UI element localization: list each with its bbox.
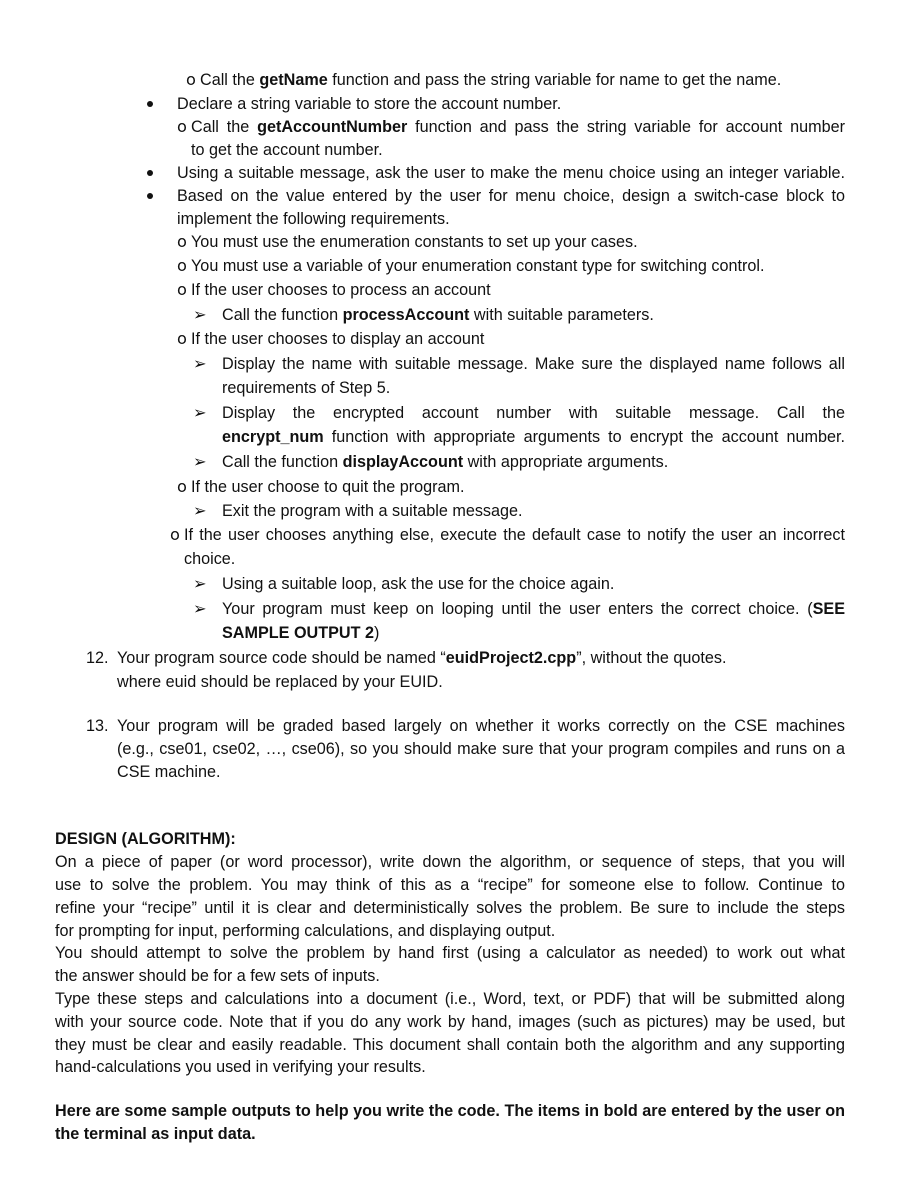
list-number: 12. xyxy=(86,649,109,667)
paragraph-line: On a piece of paper (or word processor), write down the algorithm, or sequence of steps, that you will xyxy=(55,853,845,871)
circle-bullet-icon: o xyxy=(177,329,187,348)
text-line: You must use a variable of your enumeration constant type for switching control. xyxy=(191,257,765,275)
paragraph-line: Type these steps and calculations into a document (i.e., Word, text, or PDF) that will be submitted along xyxy=(55,990,845,1008)
text-line: implement the following requirements. xyxy=(177,210,450,228)
paragraph-line: for prompting for input, performing calculations, and displaying output. xyxy=(55,922,556,940)
circle-bullet-icon: o xyxy=(177,256,187,275)
text-line: to get the account number. xyxy=(191,141,383,159)
arrow-bullet-icon: ➢ xyxy=(193,599,207,618)
bold-note-line: Here are some sample outputs to help you write the code. The items in bold are entered by the user on xyxy=(55,1102,845,1120)
text-line: Display the encrypted account number with suitable message. Call the xyxy=(222,404,845,422)
list-number: 13. xyxy=(86,717,109,735)
text-line: If the user chooses anything else, execute the default case to notify the user an incorrect xyxy=(184,526,845,544)
circle-bullet-icon: o xyxy=(170,525,180,544)
circle-bullet-icon: o xyxy=(177,117,187,136)
text-line: Call the function displayAccount with appropriate arguments. xyxy=(222,453,669,471)
paragraph-line: use to solve the problem. You may think of this as a “recipe” for someone else to follow. Continue to xyxy=(55,876,845,894)
text-line: CSE machine. xyxy=(117,763,221,781)
bullet-icon xyxy=(147,170,153,176)
text-line: Your program must keep on looping until the user enters the correct choice. (SEE xyxy=(222,600,845,618)
text-line: Call the function processAccount with suitable parameters. xyxy=(222,306,654,324)
text-line: choice. xyxy=(184,550,236,568)
paragraph-line: with your source code. Note that if you do any work by hand, images (such as pictures) may be used, but xyxy=(55,1013,845,1031)
paragraph-line: they must be clear and easily readable. This document shall contain both the algorithm and any supporting xyxy=(55,1036,845,1054)
text-line: where euid should be replaced by your EUID. xyxy=(117,673,443,691)
text-line: Declare a string variable to store the account number. xyxy=(177,95,562,113)
text-line: Call the getAccountNumber function and pass the string variable for account number xyxy=(191,118,845,136)
circle-bullet-icon: o xyxy=(177,232,187,251)
text-line: If the user chooses to display an account xyxy=(191,330,485,348)
text-line: SAMPLE OUTPUT 2) xyxy=(222,624,380,642)
arrow-bullet-icon: ➢ xyxy=(193,305,207,324)
text-line: Using a suitable message, ask the user to make the menu choice using an integer variable. xyxy=(177,164,845,182)
text-line: Using a suitable loop, ask the use for the choice again. xyxy=(222,575,615,593)
paragraph-line: refine your “recipe” until it is clear and deterministically solves the problem. Be sure to include the steps xyxy=(55,899,845,917)
paragraph-line: the answer should be for a few sets of inputs. xyxy=(55,967,380,985)
paragraph-line: You should attempt to solve the problem by hand first (using a calculator as needed) to work out what xyxy=(55,944,845,962)
arrow-bullet-icon: ➢ xyxy=(193,354,207,373)
bullet-icon xyxy=(147,101,153,107)
bold-note-line: the terminal as input data. xyxy=(55,1125,256,1143)
arrow-bullet-icon: ➢ xyxy=(193,501,207,520)
section-heading: DESIGN (ALGORITHM): xyxy=(55,830,236,848)
circle-bullet-icon: o xyxy=(177,280,187,299)
text-line: (e.g., cse01, cse02, …, cse06), so you should make sure that your program compiles and runs on a xyxy=(117,740,845,758)
text-line: If the user chooses to process an account xyxy=(191,281,491,299)
text-line: Based on the value entered by the user for menu choice, design a switch-case block to xyxy=(177,187,845,205)
text-line: Your program source code should be named “euidProject2.cpp”, without the quotes. xyxy=(117,649,727,667)
circle-bullet-icon: o xyxy=(177,477,187,496)
circle-bullet-icon: o xyxy=(186,70,196,89)
text-line: Your program will be graded based largely on whether it works correctly on the CSE machines xyxy=(117,717,845,735)
text-line: If the user choose to quit the program. xyxy=(191,478,465,496)
text-line: Display the name with suitable message. Make sure the displayed name follows all xyxy=(222,355,845,373)
text-line: Call the getName function and pass the string variable for name to get the name. xyxy=(200,71,782,89)
text-line: You must use the enumeration constants to set up your cases. xyxy=(191,233,638,251)
text-line: encrypt_num function with appropriate arguments to encrypt the account number. xyxy=(222,428,845,446)
bullet-icon xyxy=(147,193,153,199)
arrow-bullet-icon: ➢ xyxy=(193,403,207,422)
arrow-bullet-icon: ➢ xyxy=(193,574,207,593)
paragraph-line: hand-calculations you used in verifying your results. xyxy=(55,1058,426,1076)
text-line: requirements of Step 5. xyxy=(222,379,391,397)
text-line: Exit the program with a suitable message. xyxy=(222,502,523,520)
arrow-bullet-icon: ➢ xyxy=(193,452,207,471)
